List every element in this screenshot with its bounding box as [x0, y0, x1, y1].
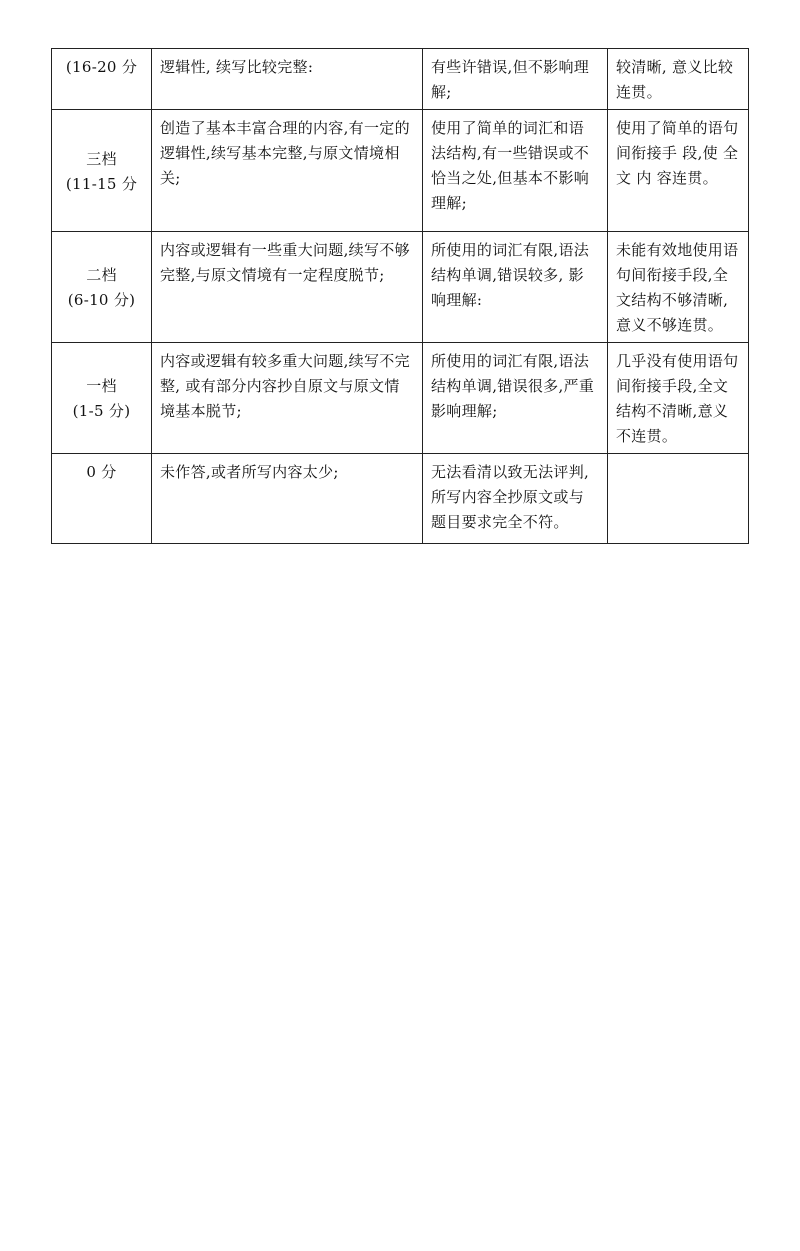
- level-name: 二档: [86, 266, 117, 284]
- content-criteria-cell: 内容或逻辑有一些重大问题,续写不够完整,与原文情境有一定程度脱节;: [152, 232, 423, 343]
- level-cell: [52, 343, 152, 454]
- table-row: [52, 454, 749, 544]
- language-criteria-cell: 所使用的词汇有限,语法结构单调,错误很多,严重影响理解;: [423, 343, 608, 454]
- table-row: [52, 232, 749, 343]
- language-criteria-cell: 使用了简单的词汇和语法结构,有一些错误或不恰当之处,但基本不影响理解;: [423, 110, 608, 232]
- table-row: [52, 49, 749, 110]
- language-criteria-cell: 有些许错误,但不影响理解;: [423, 49, 608, 110]
- level-score-range: (6-10 分): [67, 291, 136, 309]
- level-name: 三档: [86, 149, 117, 168]
- scoring-rubric-table: [51, 48, 749, 544]
- level-score-range: (1-5 分): [72, 402, 131, 420]
- structure-criteria-cell: 使用了简单的语句间衔接手 段,使 全文 内 容连贯。: [608, 110, 749, 232]
- content-criteria-cell: 创造了基本丰富合理的内容,有一定的逻辑性,续写基本完整,与原文情境相关;: [152, 110, 423, 232]
- table-row: [52, 343, 749, 454]
- level-score-range: (11-15 分: [65, 174, 138, 193]
- content-criteria-cell: 内容或逻辑有较多重大问题,续写不完整, 或有部分内容抄自原文与原文情境基本脱节;: [152, 343, 423, 454]
- level-cell: [52, 110, 152, 232]
- content-criteria-cell: 未作答,或者所写内容太少;: [152, 454, 423, 544]
- level-cell: [52, 49, 152, 110]
- level-name: 一档: [86, 377, 117, 395]
- level-cell: [52, 454, 152, 544]
- structure-criteria-cell: 未能有效地使用语句间衔接手段,全文结构不够清晰,意义不够连贯。: [608, 232, 749, 343]
- level-label: 0 分: [86, 463, 117, 481]
- table-row: [52, 110, 749, 232]
- level-label: (16-20 分: [65, 58, 138, 76]
- structure-criteria-cell: [608, 454, 749, 544]
- language-criteria-cell: 无法看清以致无法评判,所写内容全抄原文或与题目要求完全不符。: [423, 454, 608, 544]
- structure-criteria-cell: 较清晰, 意义比较连贯。: [608, 49, 749, 110]
- level-cell: [52, 232, 152, 343]
- language-criteria-cell: 所使用的词汇有限,语法结构单调,错误较多, 影响理解:: [423, 232, 608, 343]
- content-criteria-cell: 逻辑性, 续写比较完整:: [152, 49, 423, 110]
- structure-criteria-cell: 几乎没有使用语句间衔接手段,全文结构不清晰,意义不连贯。: [608, 343, 749, 454]
